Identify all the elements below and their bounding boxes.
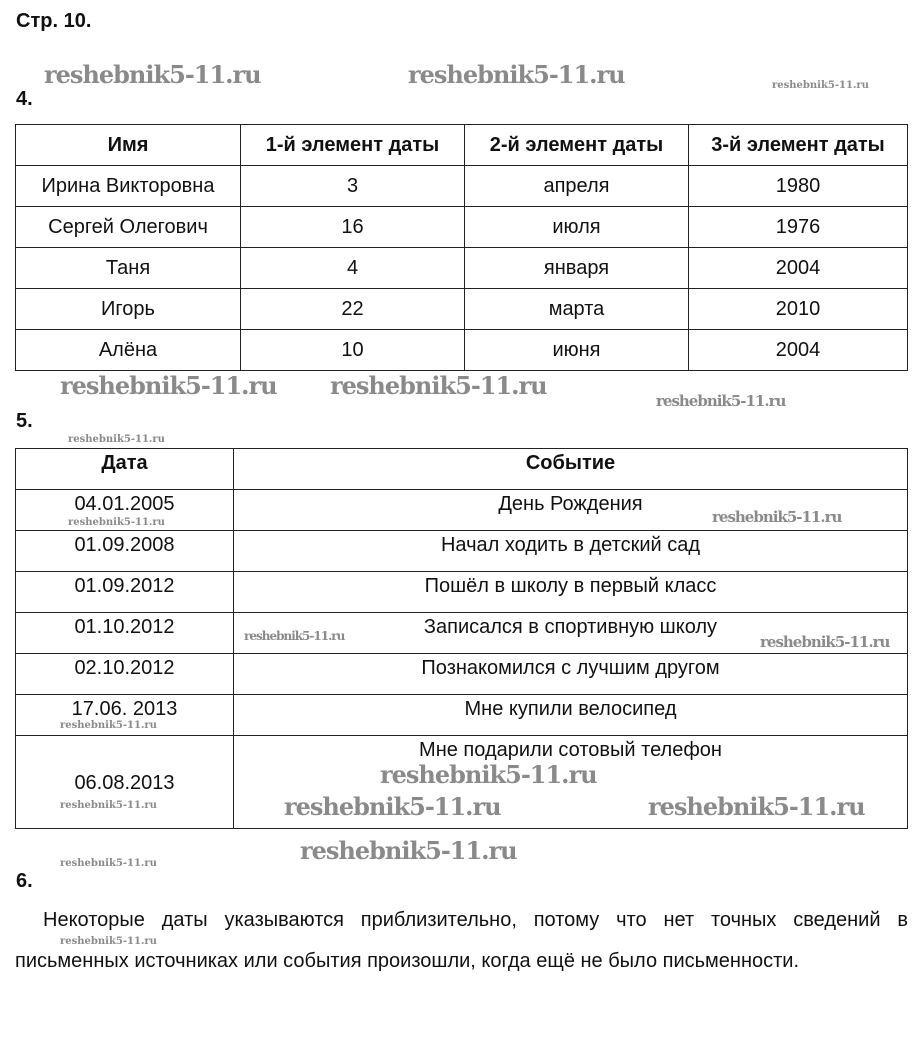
cell-event: Познакомился с лучшим другом bbox=[234, 654, 908, 695]
cell-date: 17.06. 2013 bbox=[16, 695, 234, 736]
cell-event: Мне подарили сотовый телефон bbox=[234, 736, 908, 829]
cell: июля bbox=[465, 207, 689, 248]
cell: 4 bbox=[241, 248, 465, 289]
cell-date: 02.10.2012 bbox=[16, 654, 234, 695]
header-element-3: 3-й элемент даты bbox=[689, 125, 908, 166]
watermark: reshebnik5-11.ru bbox=[408, 60, 625, 89]
task-4-number: 4. bbox=[16, 88, 33, 110]
page-title: Стр. 10. bbox=[16, 10, 92, 32]
task-4-table bbox=[15, 124, 908, 371]
watermark: reshebnik5-11.ru bbox=[380, 760, 597, 789]
watermark: reshebnik5-11.ru bbox=[60, 936, 157, 947]
task-6-number: 6. bbox=[16, 870, 33, 892]
cell: 22 bbox=[241, 289, 465, 330]
watermark: reshebnik5-11.ru bbox=[760, 633, 890, 651]
watermark: reshebnik5-11.ru bbox=[244, 629, 345, 643]
header-element-1: 1-й элемент даты bbox=[241, 125, 465, 166]
table-row bbox=[16, 207, 908, 248]
cell: 2010 bbox=[689, 289, 908, 330]
cell: 1976 bbox=[689, 207, 908, 248]
task-5-number: 5. bbox=[16, 410, 33, 432]
watermark: reshebnik5-11.ru bbox=[648, 792, 865, 821]
cell-date: 01.09.2008 bbox=[16, 531, 234, 572]
cell: Таня bbox=[16, 248, 241, 289]
header-event: Событие bbox=[234, 449, 908, 490]
cell-date: 06.08.2013 bbox=[16, 736, 234, 829]
header-date: Дата bbox=[16, 449, 234, 490]
table-row bbox=[16, 166, 908, 207]
cell: Алёна bbox=[16, 330, 241, 371]
table-row bbox=[16, 572, 908, 613]
cell: 2004 bbox=[689, 248, 908, 289]
table-row bbox=[16, 289, 908, 330]
cell: Игорь bbox=[16, 289, 241, 330]
table-header-row bbox=[16, 449, 908, 490]
cell-date: 01.10.2012 bbox=[16, 613, 234, 654]
cell: января bbox=[465, 248, 689, 289]
cell-date: 01.09.2012 bbox=[16, 572, 234, 613]
table-row bbox=[16, 531, 908, 572]
watermark: reshebnik5-11.ru bbox=[772, 80, 869, 91]
watermark: reshebnik5-11.ru bbox=[60, 800, 157, 811]
watermark: reshebnik5-11.ru bbox=[60, 858, 157, 869]
table-row bbox=[16, 654, 908, 695]
cell-event: Мне купили велосипед bbox=[234, 695, 908, 736]
watermark: reshebnik5-11.ru bbox=[330, 371, 547, 400]
watermark: reshebnik5-11.ru bbox=[68, 434, 165, 445]
table-row bbox=[16, 248, 908, 289]
cell: марта bbox=[465, 289, 689, 330]
cell-event: День Рождения bbox=[234, 490, 908, 531]
cell: Сергей Олегович bbox=[16, 207, 241, 248]
cell: июня bbox=[465, 330, 689, 371]
header-element-2: 2-й элемент даты bbox=[465, 125, 689, 166]
watermark: reshebnik5-11.ru bbox=[60, 720, 157, 731]
task-6-answer: Некоторые даты указываются приблизительно, потому что нет точных сведений в письменных источниках или события произошли, когда ещё не было письменности. bbox=[15, 909, 908, 972]
watermark: reshebnik5-11.ru bbox=[60, 371, 277, 400]
cell-event: Пошёл в школу в первый класс bbox=[234, 572, 908, 613]
cell-date: 04.01.2005 bbox=[16, 490, 234, 531]
cell: 1980 bbox=[689, 166, 908, 207]
watermark: reshebnik5-11.ru bbox=[712, 508, 842, 526]
watermark: reshebnik5-11.ru bbox=[44, 60, 261, 89]
watermark: reshebnik5-11.ru bbox=[284, 792, 501, 821]
table-header-row bbox=[16, 125, 908, 166]
watermark: reshebnik5-11.ru bbox=[300, 836, 517, 865]
table-row bbox=[16, 330, 908, 371]
header-name: Имя bbox=[16, 125, 241, 166]
watermark: reshebnik5-11.ru bbox=[68, 517, 165, 528]
cell: 3 bbox=[241, 166, 465, 207]
cell-event: Начал ходить в детский сад bbox=[234, 531, 908, 572]
watermark: reshebnik5-11.ru bbox=[656, 392, 786, 410]
cell: 10 bbox=[241, 330, 465, 371]
cell: Ирина Викторовна bbox=[16, 166, 241, 207]
cell-event: Записался в спортивную школу bbox=[234, 613, 908, 654]
cell: 2004 bbox=[689, 330, 908, 371]
cell: 16 bbox=[241, 207, 465, 248]
cell: апреля bbox=[465, 166, 689, 207]
